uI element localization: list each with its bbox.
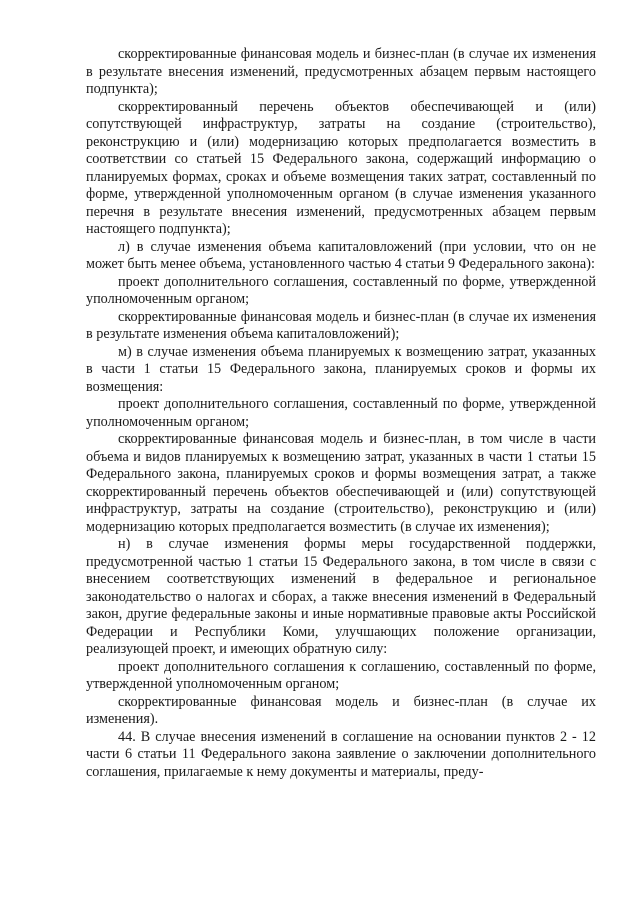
paragraph: м) в случае изменения объема планируемых к возмещению затрат, указанных в части 1 статьи 15 Федерального закона, планируемых сроков и формы их возмещения:: [86, 343, 596, 395]
paragraph: л) в случае изменения объема капиталовложений (при условии, что он не может быть менее объема, установленного частью 4 статьи 9 Федерального закона):: [86, 238, 596, 272]
document-body: [86, 46, 596, 781]
paragraph: проект дополнительного соглашения, составленный по форме, утвержденной уполномоченным органом;: [86, 396, 596, 430]
paragraph: скорректированный перечень объектов обеспечивающей и (или) сопутствующей инфраструктур, затраты на создание (строительство), реконструкцию и (или) модернизацию которых предполагается возместить в соответствии со статьей 15 Федерального закона, содержащий информацию о планируемых формах, сроках и объеме возмещения таких затрат, составленный по форме, утвержденной уполномоченным органом (в случае изменения указанного перечня в результате внесения изменений, предусмотренных абзацем первым настоящего подпункта);: [86, 98, 596, 237]
paragraph: скорректированные финансовая модель и бизнес-план (в случае их изменения в результате изменения объема капиталовложений);: [86, 308, 596, 342]
paragraph: проект дополнительного соглашения, составленный по форме, утвержденной уполномоченным органом;: [86, 273, 596, 307]
paragraph: скорректированные финансовая модель и бизнес-план (в случае их изменения).: [86, 693, 596, 727]
paragraph: н) в случае изменения формы меры государственной поддержки, предусмотренной частью 1 статьи 15 Федерального закона, в том числе в связи с внесением соответствующих изменений в федеральное и региональное законодательство о налогах и сборах, а также внесения изменений в Федеральный закон, другие федеральные законы и иные нормативные правовые акты Российской Федерации и Республики Коми, улучшающих положение организации, реализующей проект, и имеющих обратную силу:: [86, 536, 596, 657]
paragraph: скорректированные финансовая модель и бизнес-план (в случае их изменения в результате внесения изменений, предусмотренных абзацем первым настоящего подпункта);: [86, 46, 596, 97]
paragraph: проект дополнительного соглашения к соглашению, составленный по форме, утвержденной уполномоченным органом;: [86, 658, 596, 692]
paragraph: 44. В случае внесения изменений в соглашение на основании пунктов 2 - 12 части 6 статьи 11 Федерального закона заявление о заключении дополнительного соглашения, прилагаемые к нему документы и материалы, преду-: [86, 728, 596, 780]
paragraph: скорректированные финансовая модель и бизнес-план, в том числе в части объема и видов планируемых к возмещению затрат, указанных в части 1 статьи 15 Федерального закона, планируемых сроков и формы возмещения затрат, а также скорректированный перечень объектов обеспечивающей и (или) сопутствующей инфраструктур, затраты на создание (строительство), реконструкцию и (или) модернизацию которых предполагается возместить (в случае их изменения);: [86, 431, 596, 535]
